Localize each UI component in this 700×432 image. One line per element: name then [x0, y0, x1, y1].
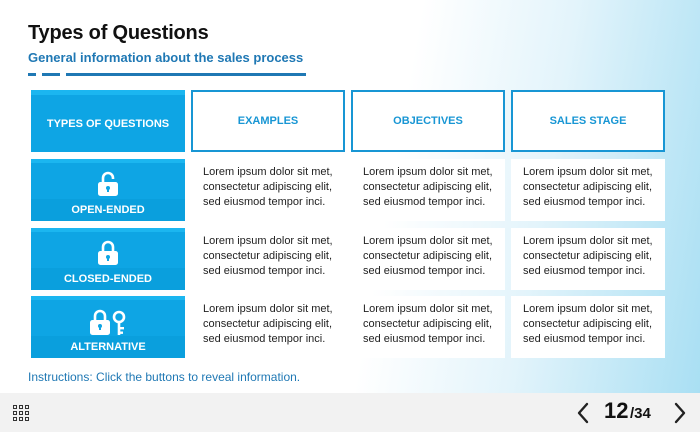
current-page-number: 12	[604, 398, 629, 423]
cell-alternative-examples: Lorem ipsum dolor sit met, consectetur adipiscing elit, sed eiusmod tempor inci.	[191, 296, 345, 358]
row-label-closed-ended: CLOSED-ENDED	[63, 273, 152, 285]
unlocked-padlock-icon	[31, 171, 185, 197]
column-header-examples: EXAMPLES	[191, 90, 345, 152]
open-ended-button[interactable]	[31, 159, 185, 221]
instructions-text: Instructions: Click the buttons to reveal information.	[28, 370, 301, 384]
chevron-right-icon[interactable]	[673, 402, 687, 424]
cell-open-ended-sales-stage: Lorem ipsum dolor sit met, consectetur adipiscing elit, sed eiusmod tempor inci.	[511, 159, 665, 221]
player-footer	[0, 393, 700, 432]
row-label-alternative: ALTERNATIVE	[70, 341, 146, 353]
grid-menu-icon[interactable]	[13, 405, 29, 421]
cell-alternative-objectives: Lorem ipsum dolor sit met, consectetur adipiscing elit, sed eiusmod tempor inci.	[351, 296, 505, 358]
cell-closed-ended-objectives: Lorem ipsum dolor sit met, consectetur adipiscing elit, sed eiusmod tempor inci.	[351, 228, 505, 290]
column-header-objectives: OBJECTIVES	[351, 90, 505, 152]
total-pages: /34	[630, 405, 651, 422]
alternative-button[interactable]	[31, 296, 185, 358]
cell-open-ended-objectives: Lorem ipsum dolor sit met, consectetur adipiscing elit, sed eiusmod tempor inci.	[351, 159, 505, 221]
cell-closed-ended-sales-stage: Lorem ipsum dolor sit met, consectetur adipiscing elit, sed eiusmod tempor inci.	[511, 228, 665, 290]
title-underline	[28, 73, 306, 76]
cell-open-ended-examples: Lorem ipsum dolor sit met, consectetur adipiscing elit, sed eiusmod tempor inci.	[191, 159, 345, 221]
cell-closed-ended-examples: Lorem ipsum dolor sit met, consectetur adipiscing elit, sed eiusmod tempor inci.	[191, 228, 345, 290]
closed-ended-button[interactable]	[31, 228, 185, 290]
padlock-and-key-icon	[31, 308, 185, 334]
page-subtitle: General information about the sales process	[28, 50, 304, 65]
column-header-sales-stage: SALES STAGE	[511, 90, 665, 152]
corner-header: TYPES OF QUESTIONS	[31, 90, 185, 152]
page-title: Types of Questions	[28, 22, 209, 44]
chevron-left-icon[interactable]	[576, 402, 590, 424]
row-label-open-ended: OPEN-ENDED	[71, 204, 145, 216]
locked-padlock-icon	[31, 240, 185, 266]
cell-alternative-sales-stage: Lorem ipsum dolor sit met, consectetur adipiscing elit, sed eiusmod tempor inci.	[511, 296, 665, 358]
